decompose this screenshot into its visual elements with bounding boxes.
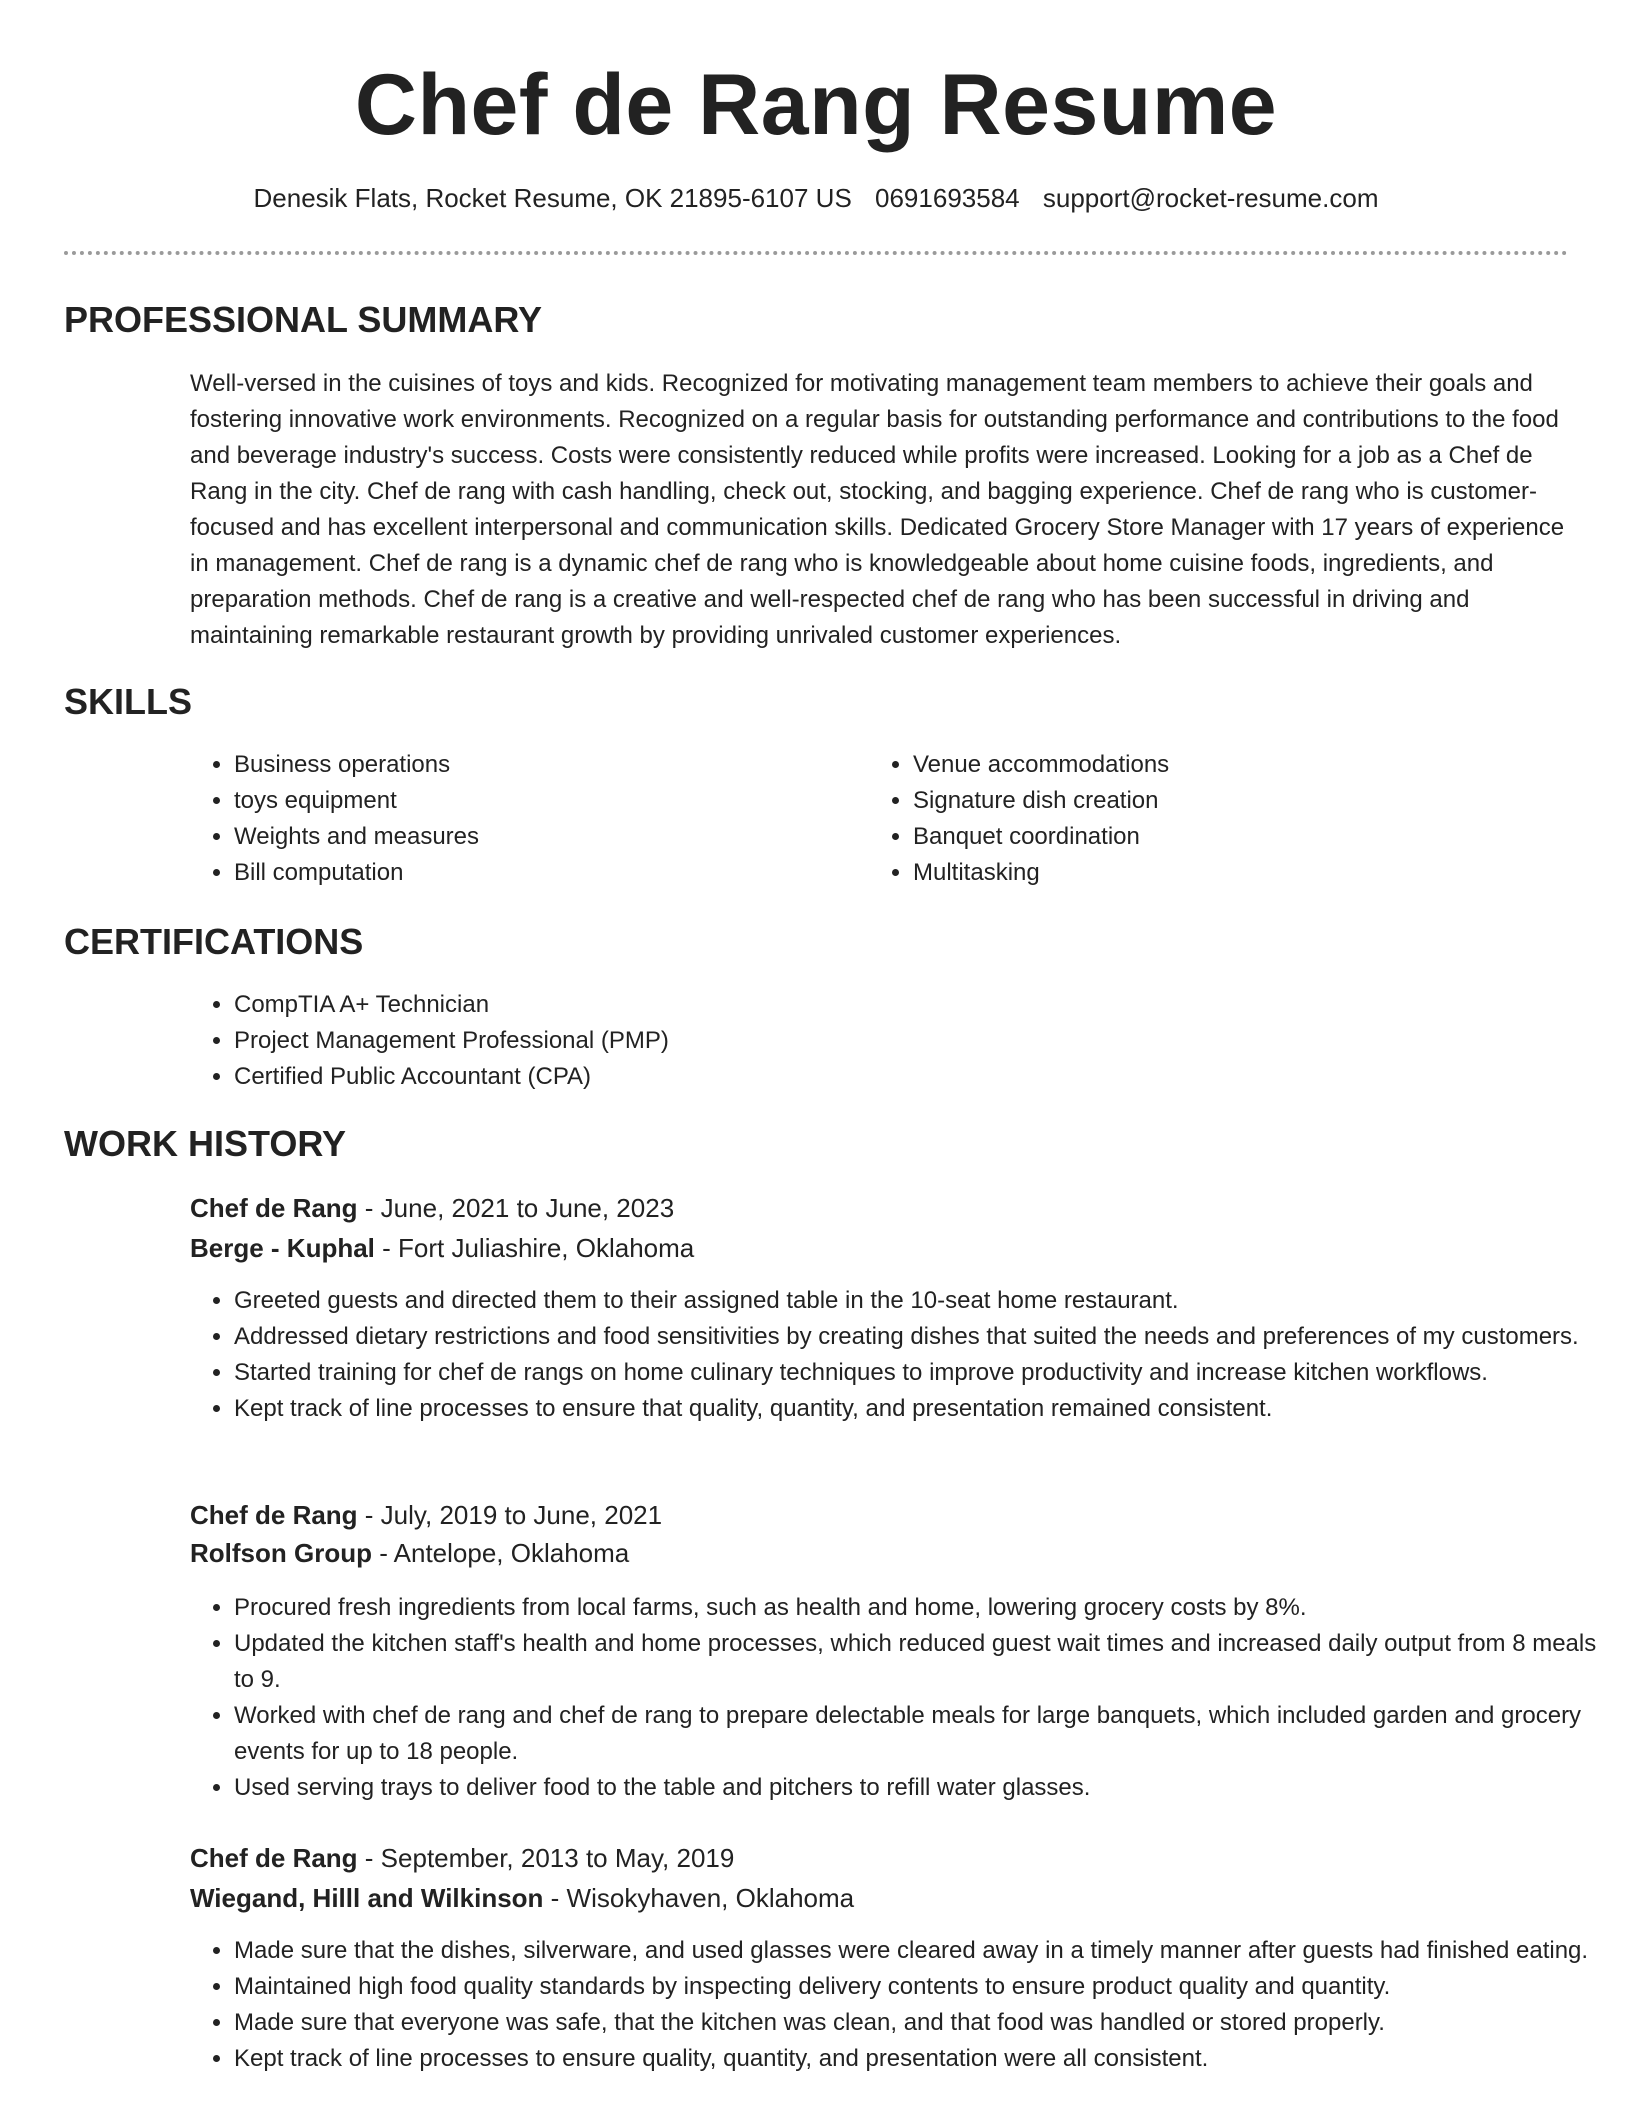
job-location: - Fort Juliashire, Oklahoma	[374, 1233, 695, 1263]
certification-item: • Project Management Professional (PMP)	[234, 1023, 1614, 1059]
contact-line	[0, 180, 1632, 216]
job-duties-list	[190, 1933, 1614, 2077]
certifications-heading: CERTIFICATIONS	[64, 921, 364, 962]
certification-item: • CompTIA A+ Technician	[234, 987, 1614, 1023]
job-company: Rolfson Group	[190, 1538, 372, 1568]
job-location: - Wisokyhaven, Oklahoma	[543, 1883, 855, 1913]
job-company: Wiegand, Hilll and Wilkinson	[190, 1883, 544, 1913]
job-duty-item: • Made sure that everyone was safe, that the kitchen was clean, and that food was handled or stored properly.	[234, 2005, 1614, 2041]
job-dates: - July, 2019 to June, 2021	[357, 1500, 663, 1530]
work-history-heading: WORK HISTORY	[64, 1123, 347, 1164]
job-duty-item: • Greeted guests and directed them to their assigned table in the 10-seat home restaurant.	[234, 1283, 1614, 1319]
certifications-list	[190, 987, 1614, 1095]
skill-item: • Venue accommodations	[913, 747, 1533, 783]
job-duties-list	[190, 1590, 1614, 1806]
contact-email[interactable]: support@rocket-resume.com	[1042, 183, 1379, 213]
summary-text: Well-versed in the cuisines of toys and kids. Recognized for motivating management team members to achieve their goals and fostering innovative work environments. Recognized on a regular basis for outstanding performance and contributions to the food and beverage industry's success. Costs were consistently reduced while profits were increased. Looking for a job as a Chef de Rang in the city. Chef de rang with cash handling, check out, stocking, and bagging experience. Chef de rang who is customer-focused and has excellent interpersonal and communication skills. Dedicated Grocery Store Manager with 17 years of experience in management. Chef de rang is a dynamic chef de rang who is knowledgeable about home cuisine foods, ingredients, and preparation methods. Chef de rang is a creative and well-respected chef de rang who has been successful in driving and maintaining remarkable restaurant growth by providing unrivaled customer experiences.	[190, 370, 1565, 649]
skill-item: • Banquet coordination	[913, 819, 1533, 855]
certification-item: • Certified Public Accountant (CPA)	[234, 1059, 1614, 1095]
job-dates: - September, 2013 to May, 2019	[357, 1843, 735, 1873]
job-duties-list	[190, 1283, 1614, 1427]
job-duty-item: • Used serving trays to deliver food to the table and pitchers to refill water glasses.	[234, 1770, 1614, 1806]
job-duty-item: • Made sure that the dishes, silverware, and used glasses were cleared away in a timely manner after guests had finished eating.	[234, 1933, 1614, 1969]
skill-item: • toys equipment	[234, 783, 854, 819]
skills-heading: SKILLS	[64, 681, 193, 722]
job-duty-item: • Worked with chef de rang and chef de rang to prepare delectable meals for large banquets, which included garden and grocery events for up to 18 people.	[234, 1698, 1614, 1770]
job-duty-item: • Kept track of line processes to ensure quality, quantity, and presentation were all consistent.	[234, 2041, 1614, 2077]
job-duty-item: • Kept track of line processes to ensure that quality, quantity, and presentation remained consistent.	[234, 1391, 1614, 1427]
skill-item: • Multitasking	[913, 855, 1533, 891]
job-company-line	[190, 1534, 629, 1572]
job-duty-item: • Procured fresh ingredients from local farms, such as health and home, lowering grocery costs by 8%.	[234, 1590, 1614, 1626]
job-dates: - June, 2021 to June, 2023	[357, 1193, 675, 1223]
skills-list-right	[869, 747, 1533, 891]
contact-phone: 0691693584	[875, 183, 1020, 213]
skill-item: • Business operations	[234, 747, 854, 783]
job-company: Berge - Kuphal	[190, 1233, 375, 1263]
job-company-line	[190, 1229, 694, 1267]
resume-title: Chef de Rang Resume	[354, 57, 1278, 153]
summary-heading: PROFESSIONAL SUMMARY	[64, 299, 543, 340]
job-duty-item: • Maintained high food quality standards by inspecting delivery contents to ensure product quality and quantity.	[234, 1969, 1614, 2005]
job-duty-item: • Started training for chef de rangs on home culinary techniques to improve productivity and increase kitchen workflows.	[234, 1355, 1614, 1391]
job-title-line	[190, 1839, 734, 1877]
skills-list-left	[190, 747, 854, 891]
job-title: Chef de Rang	[190, 1500, 358, 1530]
skill-item: • Weights and measures	[234, 819, 854, 855]
job-company-line	[190, 1879, 854, 1917]
skill-item: • Bill computation	[234, 855, 854, 891]
contact-address: Denesik Flats, Rocket Resume, OK 21895-6107 US	[253, 183, 852, 213]
skill-item: • Signature dish creation	[913, 783, 1533, 819]
job-location: - Antelope, Oklahoma	[371, 1538, 630, 1568]
header-divider	[64, 251, 1568, 255]
job-title: Chef de Rang	[190, 1193, 358, 1223]
job-title: Chef de Rang	[190, 1843, 358, 1873]
job-title-line	[190, 1496, 662, 1534]
job-title-line	[190, 1189, 674, 1227]
job-duty-item: • Addressed dietary restrictions and food sensitivities by creating dishes that suited the needs and preferences of my customers.	[234, 1319, 1614, 1355]
job-duty-item: • Updated the kitchen staff's health and home processes, which reduced guest wait times and increased daily output from 8 meals to 9.	[234, 1626, 1614, 1698]
